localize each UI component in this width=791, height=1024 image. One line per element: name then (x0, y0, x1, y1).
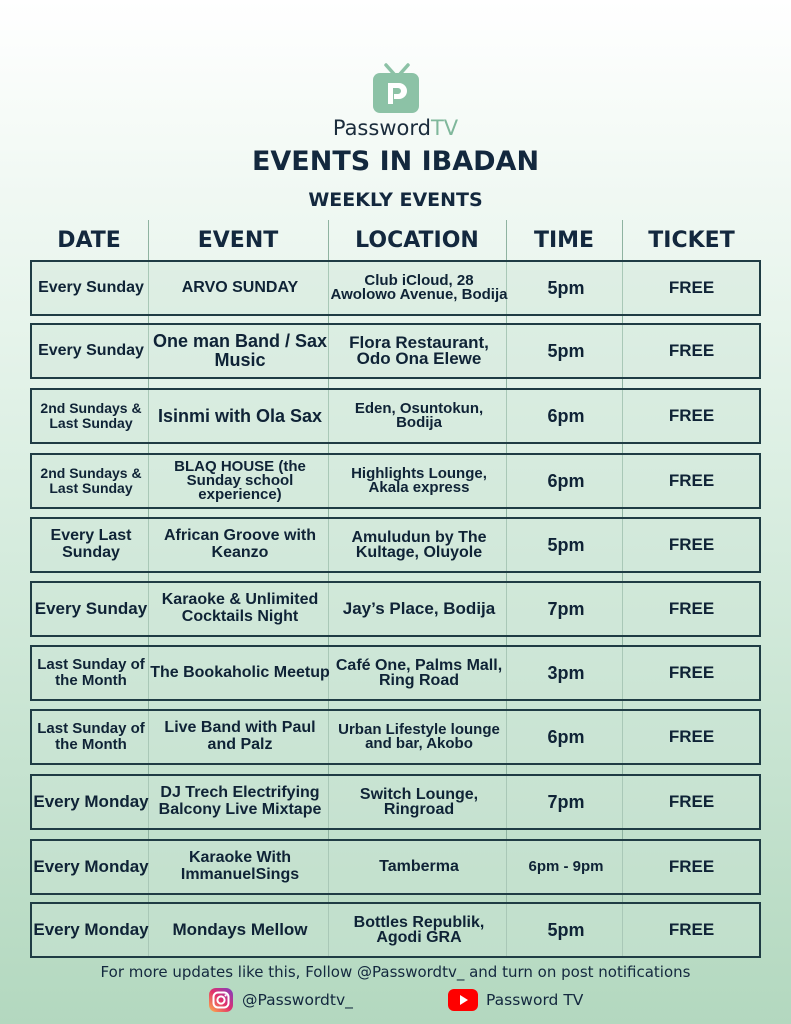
event-location: Urban Lifestyle lounge and bar, Akobo (338, 720, 500, 752)
youtube-link[interactable] (448, 986, 583, 1014)
event-ticket: FREE (668, 471, 715, 491)
event-ticket: FREE (668, 341, 715, 361)
event-time: 5pm (547, 534, 585, 555)
column-header-date: DATE (57, 228, 121, 253)
table-row (30, 581, 761, 637)
event-location: Club iCloud, 28 Awolowo Avenue, Bodija (330, 271, 508, 303)
event-date: 2nd Sundays & Last Sunday (40, 465, 142, 496)
event-name: One man Band / Sax Music (152, 331, 328, 370)
event-ticket: FREE (668, 727, 715, 747)
event-location: Flora Restaurant, Odo Ona Elewe (349, 332, 489, 368)
event-ticket: FREE (668, 599, 715, 619)
event-time: 5pm (547, 919, 585, 940)
event-location: Café One, Palms Mall, Ring Road (335, 656, 503, 689)
event-time: 6pm (547, 470, 585, 491)
table-row (30, 774, 761, 830)
brand-name: PasswordTV (332, 116, 459, 140)
table-row (30, 453, 761, 509)
instagram-handle: @Passwordtv_ (242, 991, 353, 1009)
table-row (30, 388, 761, 444)
youtube-channel: Password TV (486, 991, 584, 1009)
event-date: Every Monday (33, 792, 149, 812)
event-ticket: FREE (668, 278, 715, 298)
event-ticket: FREE (668, 406, 715, 426)
event-date: Last Sunday of the Month (37, 720, 145, 753)
event-name: Karaoke & Unlimited Cocktails Night (161, 591, 319, 625)
event-time: 5pm (547, 277, 585, 298)
table-row (30, 839, 761, 895)
page-subtitle: WEEKLY EVENTS (308, 189, 483, 211)
column-header-location: LOCATION (355, 228, 479, 253)
event-name: DJ Trech Electrifying Balcony Live Mixtape (158, 784, 322, 818)
instagram-icon (208, 987, 234, 1013)
event-name: Isinmi with Ola Sax (157, 405, 323, 426)
event-location: Tamberma (379, 858, 459, 876)
event-date: Every Monday (33, 920, 149, 940)
column-header-time: TIME (533, 228, 595, 253)
event-ticket: FREE (668, 663, 715, 683)
event-name: Live Band with Paul and Palz (164, 719, 316, 753)
event-ticket: FREE (668, 535, 715, 555)
event-time: 6pm - 9pm (528, 858, 604, 876)
event-name: BLAQ HOUSE (the Sunday school experience) (174, 457, 306, 504)
event-location: Highlights Lounge, Akala express (351, 464, 487, 496)
event-name: ARVO SUNDAY (181, 278, 299, 296)
event-time: 7pm (547, 598, 585, 619)
event-ticket: FREE (668, 920, 715, 940)
event-location: Amuludun by The Kultage, Oluyole (351, 528, 487, 561)
event-name: The Bookaholic Meetup (150, 663, 330, 681)
event-date: Every Sunday (34, 599, 148, 619)
event-ticket: FREE (668, 857, 715, 877)
table-row (30, 645, 761, 701)
event-time: 6pm (547, 726, 585, 747)
event-location: Bottles Republik, Agodi GRA (353, 913, 485, 946)
event-time: 5pm (547, 340, 585, 361)
footer-note: For more updates like this, Follow @Passwordtv_ and turn on post notifications (100, 963, 691, 981)
event-name: Karaoke With ImmanuelSings (180, 849, 300, 883)
event-time: 7pm (547, 791, 585, 812)
event-time: 6pm (547, 405, 585, 426)
event-date: Every Sunday (38, 341, 144, 359)
table-row (30, 260, 761, 316)
event-location: Jay’s Place, Bodija (342, 598, 496, 618)
password-tv-logo-icon (371, 62, 421, 114)
table-row (30, 517, 761, 573)
column-header-ticket: TICKET (648, 228, 735, 253)
event-name: Mondays Mellow (172, 920, 308, 940)
table-row (30, 323, 761, 379)
event-date: Every Last Sunday (50, 527, 132, 561)
table-row (30, 902, 761, 958)
event-date: 2nd Sundays & Last Sunday (40, 400, 142, 431)
youtube-icon (448, 989, 478, 1011)
event-location: Eden, Osuntokun, Bodija (354, 399, 484, 431)
event-ticket: FREE (668, 792, 715, 812)
table-row (30, 709, 761, 765)
column-header-event: EVENT (197, 228, 279, 253)
page-title: EVENTS IN IBADAN (251, 146, 540, 177)
event-time: 3pm (547, 662, 585, 683)
event-date: Last Sunday of the Month (37, 656, 145, 689)
instagram-link[interactable] (208, 986, 353, 1014)
event-date: Every Monday (33, 857, 149, 877)
event-name: African Groove with Keanzo (163, 527, 317, 561)
event-location: Switch Lounge, Ringroad (359, 785, 479, 818)
event-date: Every Sunday (38, 278, 144, 296)
